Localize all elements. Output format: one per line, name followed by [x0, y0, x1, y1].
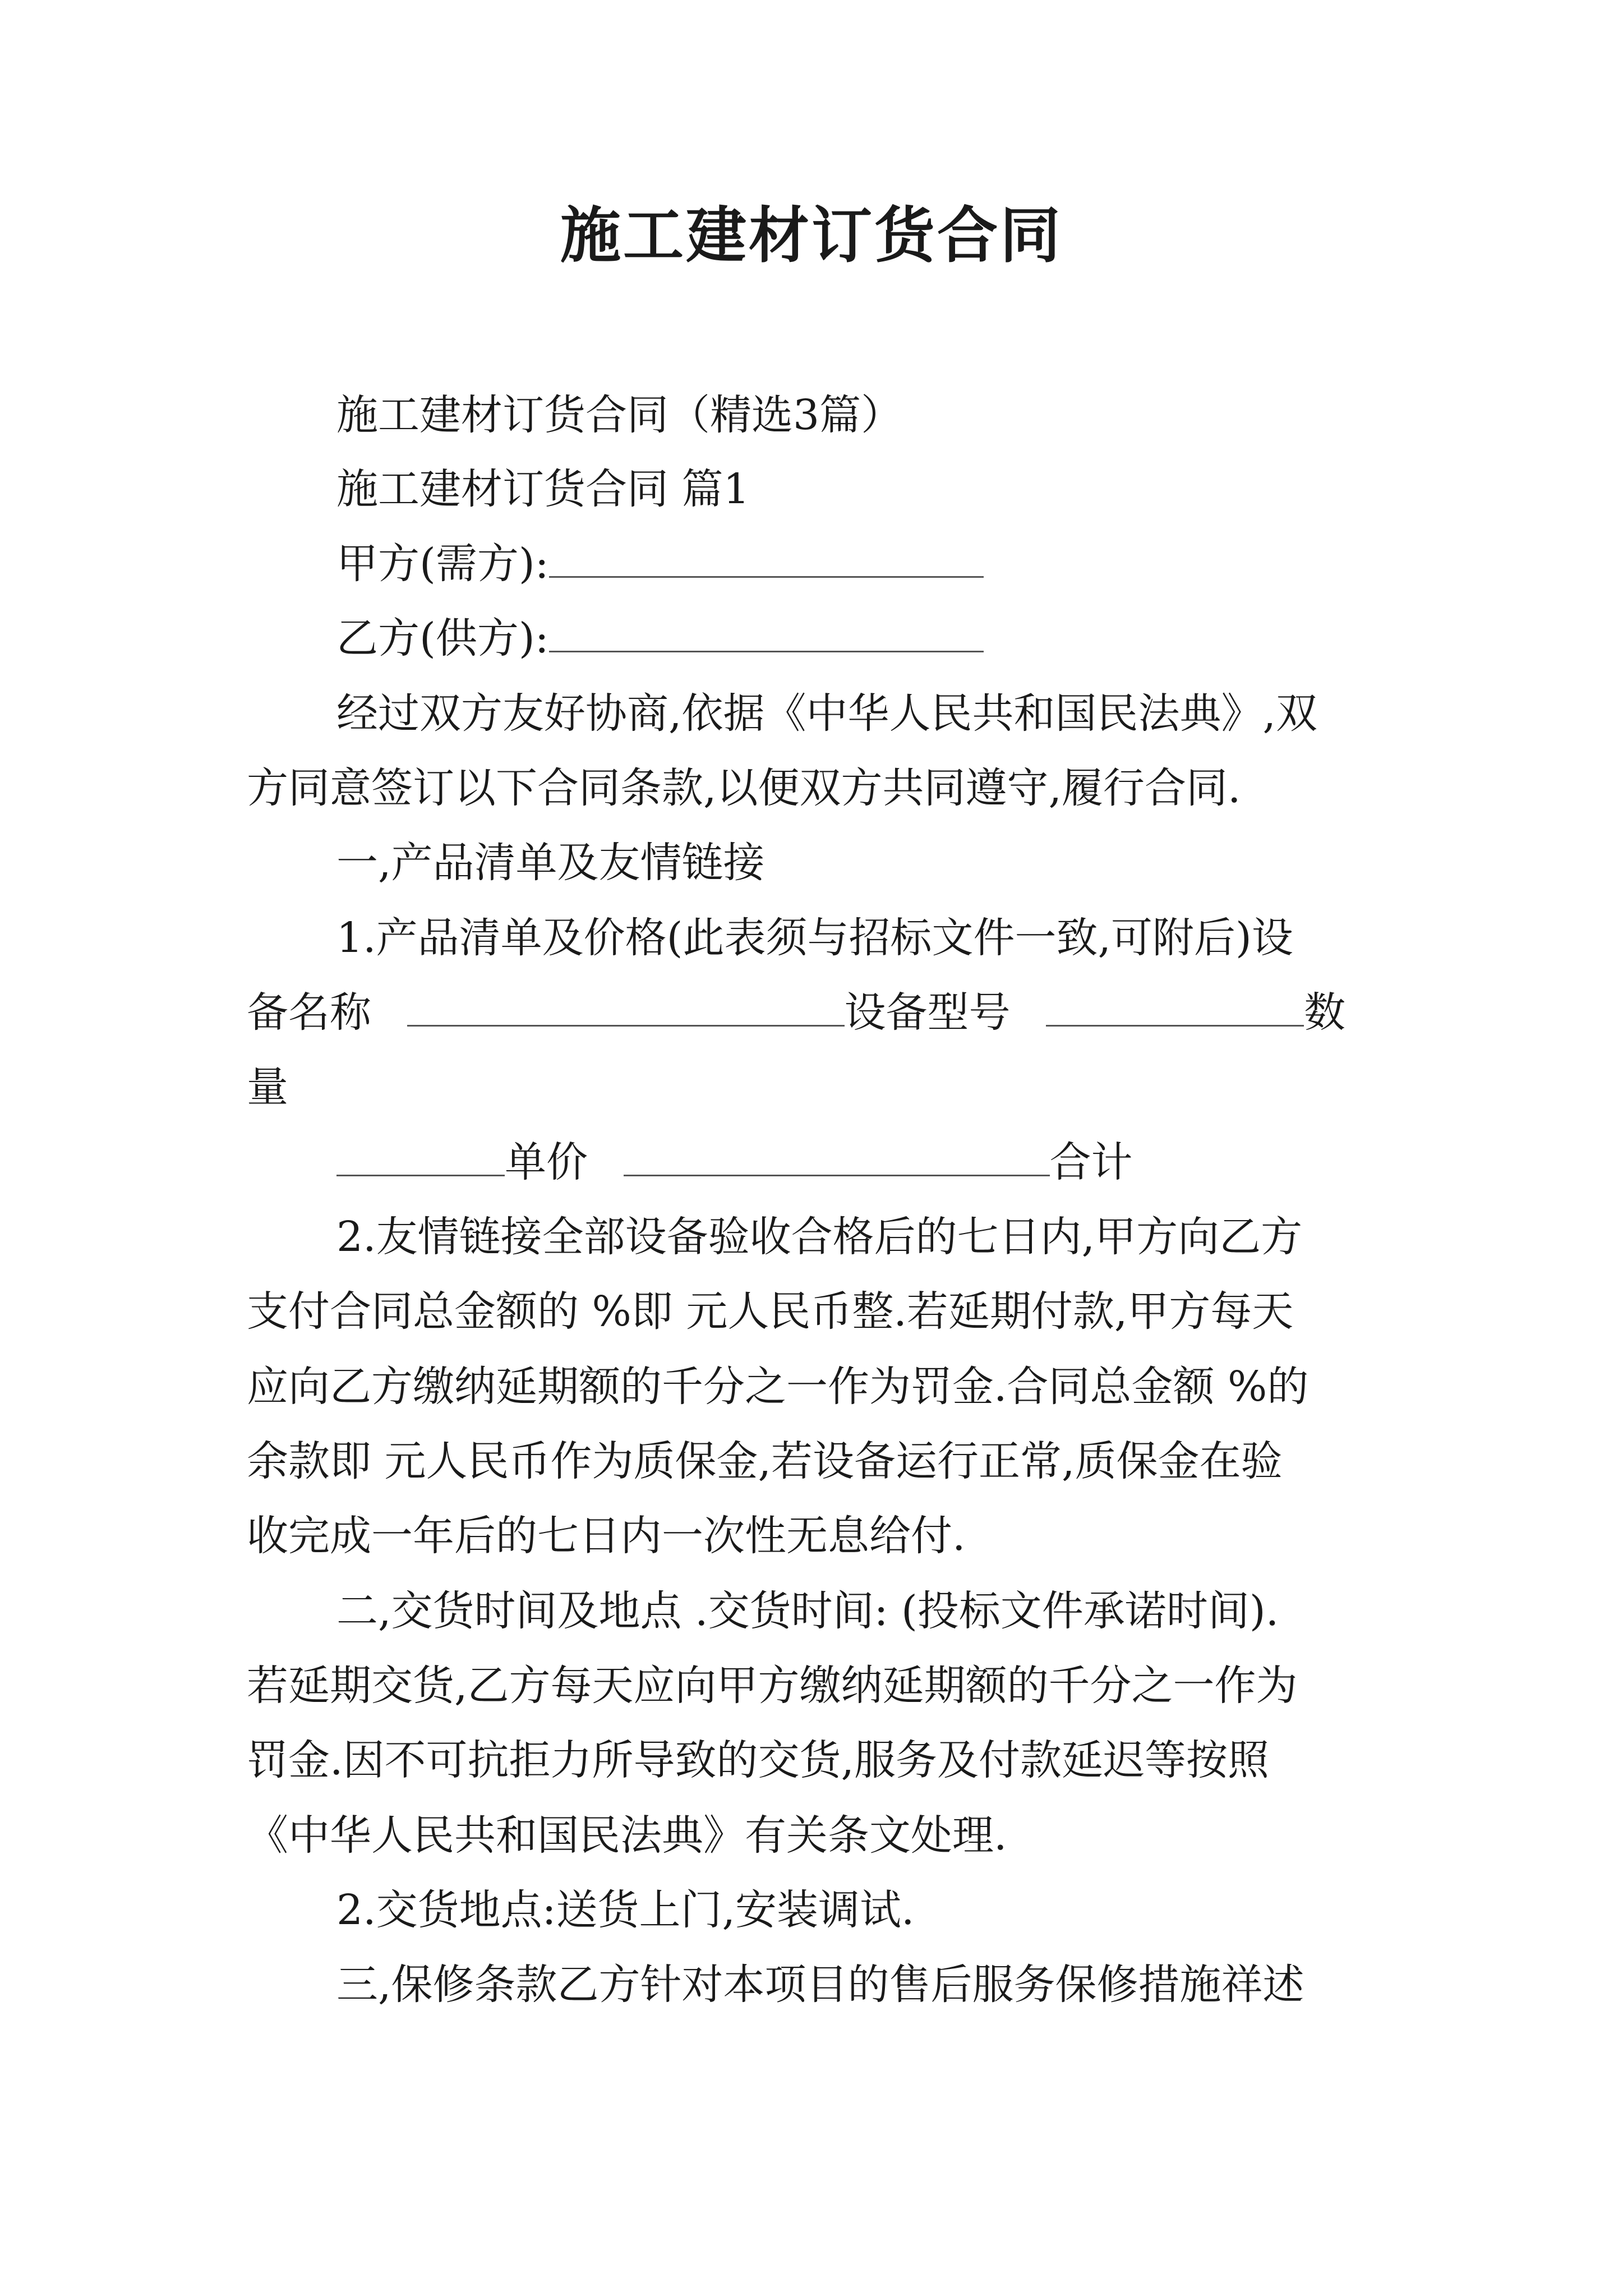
clause-heading: 三,保修条款乙方针对本项目的售后服务保修措施祥述: [336, 1961, 1304, 2009]
quantity-label-end: 量: [247, 1063, 288, 1111]
section-heading: 施工建材订货合同 篇1: [336, 465, 750, 513]
paragraph-line: 1.产品清单及价格(此表须与招标文件一致,可附后)设: [336, 914, 1293, 962]
party-b-label: 乙方(供方):: [336, 614, 549, 662]
equipment-model-label: 设备型号: [844, 988, 1011, 1037]
equipment-name-label: 备名称: [247, 988, 371, 1037]
paragraph-line: 方同意签订以下合同条款,以便双方共同遵守,履行合同.: [247, 764, 1241, 812]
party-b-row: [336, 610, 984, 666]
equipment-row: [247, 984, 1345, 1041]
party-a-label: 甲方(需方):: [336, 540, 549, 588]
paragraph-line: 余款即 元人民币作为质保金,若设备运行正常,质保金在验: [247, 1437, 1283, 1485]
unit-price-label: 单价: [505, 1138, 588, 1186]
party-a-blank: [549, 537, 984, 578]
paragraph-line: 支付合同总金额的 %即 元人民币整.若延期付款,甲方每天: [247, 1287, 1294, 1336]
document-title: 施工建材订货合同: [560, 200, 1063, 271]
price-row: [247, 1134, 1133, 1190]
paragraph-line: 应向乙方缴纳延期额的千分之一作为罚金.合同总金额 %的: [247, 1363, 1309, 1411]
quantity-label-start: 数: [1304, 988, 1346, 1037]
clause-heading: 一,产品清单及友情链接: [336, 839, 765, 887]
party-a-row: [336, 536, 984, 592]
subtitle-selection: 施工建材订货合同（精选3篇）: [336, 391, 903, 439]
paragraph-line: 2.交货地点:送货上门,安装调试.: [336, 1886, 915, 1934]
paragraph-line: 若延期交货,乙方每天应向甲方缴纳延期额的千分之一作为: [247, 1662, 1298, 1710]
paragraph-line: 罚金.因不可抗拒力所导致的交货,服务及付款延迟等按照: [247, 1736, 1270, 1784]
paragraph-line: 2.友情链接全部设备验收合格后的七日内,甲方向乙方: [336, 1213, 1303, 1261]
paragraph-line: 收完成一年后的七日内一次性无息给付.: [247, 1512, 966, 1560]
unit-price-blank: [624, 1135, 1050, 1176]
paragraph-line: 经过双方友好协商,依据《中华人民共和国民法典》,双: [336, 689, 1318, 738]
equipment-model-blank: [1046, 986, 1304, 1027]
equipment-name-blank: [407, 986, 845, 1027]
quantity-blank: [336, 1135, 505, 1176]
party-b-blank: [549, 611, 984, 652]
paragraph-line: 二,交货时间及地点 .交货时间: (投标文件承诺时间).: [336, 1587, 1279, 1635]
total-label: 合计: [1049, 1138, 1133, 1186]
paragraph-line: 《中华人民共和国民法典》有关条文处理.: [247, 1811, 1007, 1860]
